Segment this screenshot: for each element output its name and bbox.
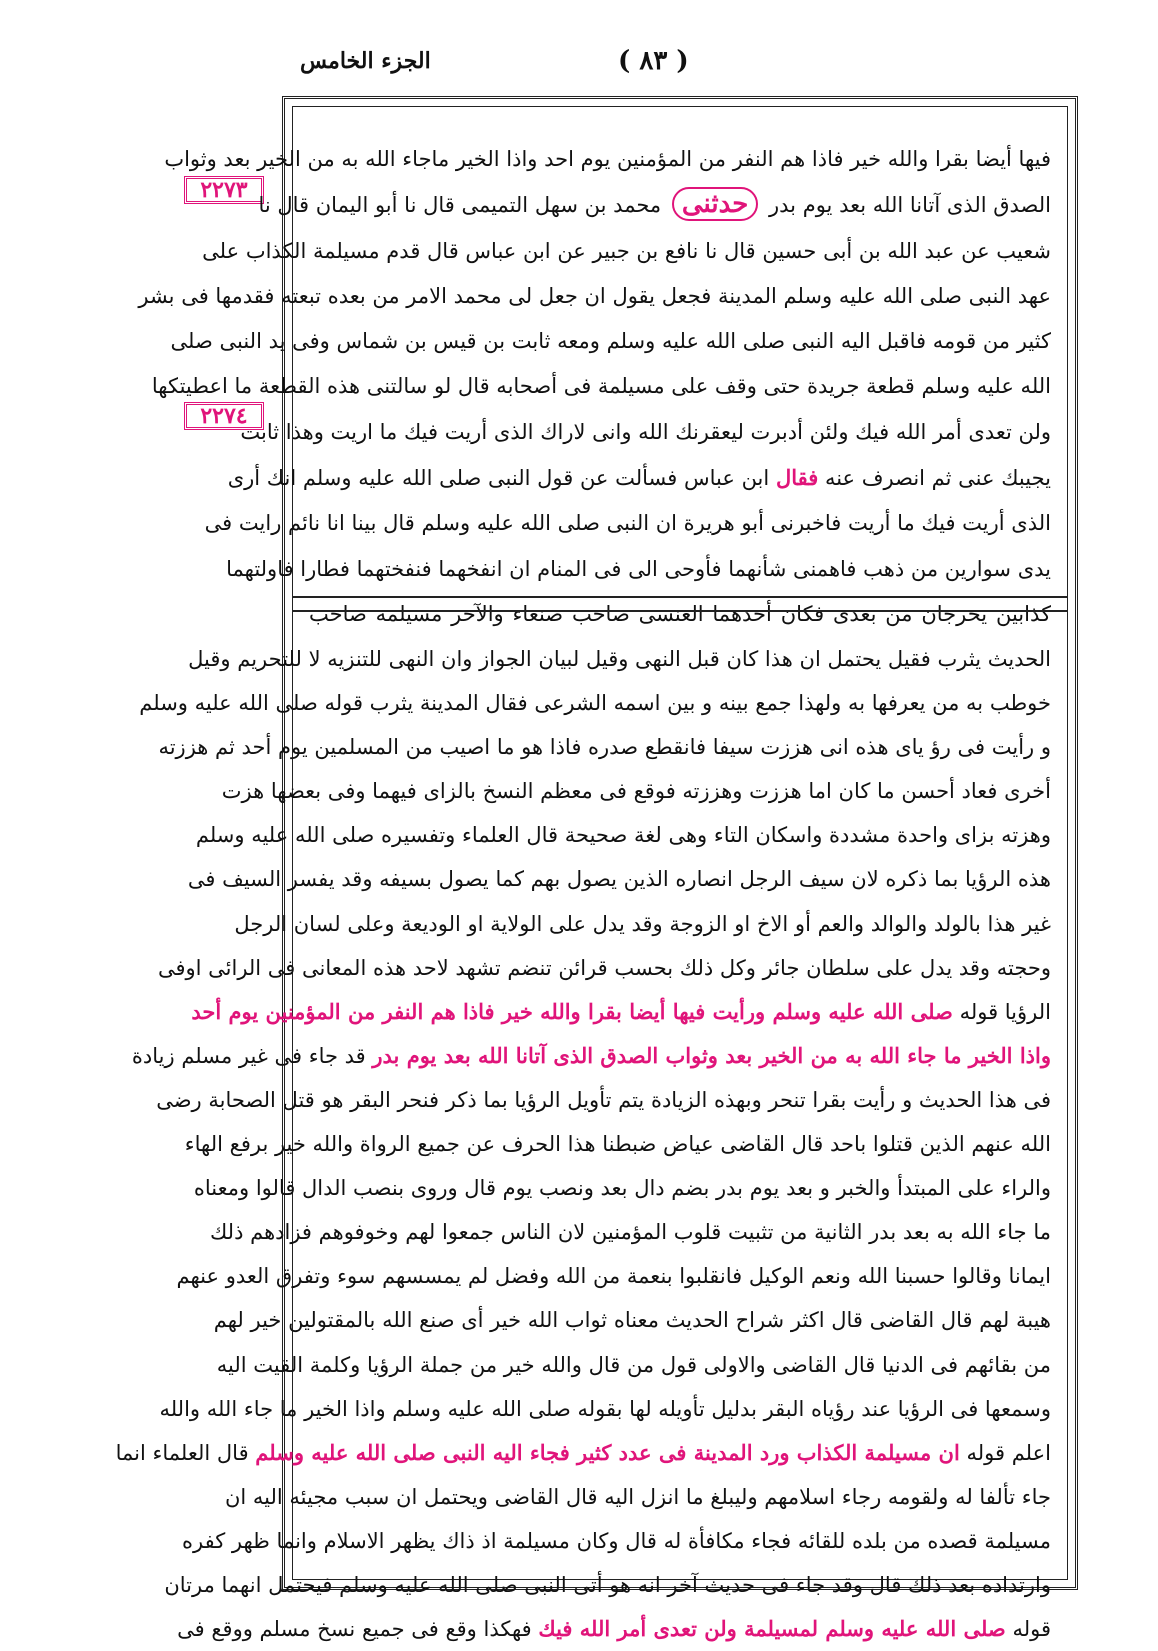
text-line: وارتداده بعد ذلك قال وقد جاء فى حديث آخر انه هو أتى النبى صلى الله عليه وسلم فيحتمل انهما مرتان — [164, 1572, 1051, 1597]
text-line: أخرى فعاد أحسن ما كان اما هززت وهززته فوقع فى معظم النسخ بالزاى فيهما وفى بعضها هزت — [221, 779, 1051, 804]
hadith-number-badge: ٢٢٧٣ — [184, 176, 264, 204]
text-line: ايمانا وقالوا حسبنا الله ونعم الوكيل فانقلبوا بنعمة من الله وفضل لم يمسسهم سوء وتفرق العدو عنهم — [176, 1264, 1051, 1289]
text-line: وحجته وقد يدل على سلطان جائر وكل ذلك بحسب قرائن تنضم تشهد لاحد هذه المعانى فى الرائى اوفى — [157, 955, 1051, 980]
text-line: وهزته بزاى واحدة مشددة واسكان التاء وهى لغة صحيحة قال العلماء وتفسيره صلى الله عليه وسلم — [195, 823, 1051, 848]
text-line: جاء تألفا له ولقومه رجاء اسلامهم وليبلغ ما انزل اليه قال القاضى ويحتمل ان سبب مجيئه اليه ان — [224, 1484, 1051, 1509]
text-line — [191, 990, 1051, 1034]
text-line — [227, 455, 1051, 501]
text-line — [258, 182, 1051, 228]
text-line: غير هذا بالولد والوالد والعم أو الاخ او الزوجة وقد يدل على الولاية او الوديعة وعلى لسان الرجل — [234, 911, 1051, 936]
haddathani-label: حدثنى — [672, 187, 758, 221]
text-line: الحديث يثرب فقيل يحتمل ان هذا كان قبل النهى وقيل لبيان الجواز وان النهى للتنزيه لا للتحريم وقيل — [188, 647, 1051, 671]
text-segment: محمد بن سهل التميمى قال نا أبو اليمان قال نا — [258, 193, 662, 218]
sharh-text-block — [115, 637, 1051, 1651]
text-line: يدى سوارين من ذهب فاهمنى شأنهما فأوحى الى فى المنام ان انفخهما فنفختهما فطارا فاولتهما — [226, 556, 1051, 581]
part-title: الجزء الخامس — [300, 48, 431, 74]
text-line: فيها أيضا بقرا والله خير فاذا هم النفر من المؤمنين يوم احد واذا الخير ماجاء الله به من الخير بعد وثواب — [164, 147, 1051, 171]
text-line: هيبة لهم قال القاضى قال اكثر شراح الحديث معناه ثواب الله خير أى صنع الله بالمقتولين خير لهم — [213, 1308, 1051, 1333]
text-line — [177, 1607, 1051, 1651]
text-segment: يجيبك عنى ثم انصرف عنه — [824, 466, 1051, 491]
quoted-matn: صلى الله عليه وسلم ورأيت فيها أيضا بقرا والله خير فاذا هم النفر من المؤمنين يوم أحد — [191, 998, 953, 1024]
text-segment: الرؤيا قوله — [959, 999, 1051, 1024]
text-line: فى هذا الحديث و رأيت بقرا تنحر وبهذه الزيادة يتم تأويل الرؤيا بما ذكر فنحر البقر هو قتل الصحابة رضى — [156, 1087, 1051, 1112]
highlighted-word: فقال — [775, 465, 819, 491]
text-line: الله عنهم الذين قتلوا باحد قال القاضى عياض ضبطنا هذا الحرف عن جميع الرواة والله خير برفع الهاء — [184, 1132, 1051, 1157]
section-divider — [293, 596, 1067, 612]
text-segment: الصدق الذى آتانا الله بعد يوم بدر — [769, 193, 1051, 218]
text-line: مسيلمة قصده من بلده للقائه فجاء مكافأة له قال وكان مسيلمة اذ ذاك يظهر الاسلام وانما ظهر كفره — [182, 1528, 1051, 1553]
text-line: والراء على المبتدأ والخبر و بعد يوم بدر بضم دال بعد ونصب يوم قال وروى بنصب الدال قالوا ومعناه — [193, 1176, 1051, 1201]
quoted-matn: واذا الخير ما جاء الله به من الخير بعد وثواب الصدق الذى آتانا الله بعد يوم بدر — [372, 1042, 1051, 1068]
text-line: خوطب به من يعرفها به ولهذا جمع بينه و بين اسمه الشرعى فقال المدينة يثرب قوله صلى الله عليه وسلم — [139, 691, 1051, 716]
text-line: هذه الرؤيا بما ذكره لان سيف الرجل انصاره الذين يصول بهم كما يصول بسيفه وقد يفسر السيف فى — [187, 867, 1051, 892]
text-line: ما جاء الله به بعد بدر الثانية من تثبيت قلوب المؤمنين لان الناس جمعوا لهم وخوفوهم فزادهم ذلك — [209, 1220, 1051, 1245]
text-line — [115, 1431, 1051, 1475]
quoted-matn: ان مسيلمة الكذاب ورد المدينة فى عدد كثير فجاء اليه النبى صلى الله عليه وسلم — [255, 1439, 960, 1465]
text-line: الذى أريت فيك ما أريت فاخبرنى أبو هريرة ان النبى صلى الله عليه وسلم قال بينا انا نائم رايت فى — [204, 511, 1051, 536]
text-segment: ابن عباس فسألت عن قول النبى صلى الله عليه وسلم انك أرى — [227, 466, 770, 491]
text-line: ولن تعدى أمر الله فيك ولئن أدبرت ليعقرنك الله وانى لاراك الذى أريت فيك ما اريت وهذا ثابت — [240, 419, 1051, 444]
text-segment: قد جاء فى غير مسلم زيادة — [131, 1043, 366, 1068]
text-line: عهد النبى صلى الله عليه وسلم المدينة فجعل يقول ان جعل لى محمد الامر من بعده تبعته فقدمها فى بشر — [138, 283, 1051, 308]
text-line: شعيب عن عبد الله بن أبى حسين قال نا نافع بن جبير عن ابن عباس قال قدم مسيلمة الكذاب على — [202, 238, 1051, 263]
quoted-matn: صلى الله عليه وسلم لمسيلمة ولن تعدى أمر الله فيك — [538, 1616, 1006, 1642]
text-segment: قوله — [1012, 1617, 1051, 1642]
page-number: ( ٨٣ ) — [618, 46, 689, 76]
text-line: من بقائهم فى الدنيا قال القاضى والاولى قول من قال والله خير من جملة الرؤيا وكلمة القيت اليه — [216, 1352, 1051, 1377]
text-line: كذابين يخرجان من بعدى فكان أحدهما العنسى صاحب صنعاء والآخر مسيلمة صاحب — [309, 601, 1051, 626]
text-line: كثير من قومه فاقبل اليه النبى صلى الله عليه وسلم ومعه ثابت بن قيس بن شماس وفى يد النبى صلى — [170, 329, 1051, 354]
text-line: الله عليه وسلم قطعة جريدة حتى وقف على مسيلمة فى أصحابه قال لو سالتنى هذه القطعة ما اعطيتكها — [151, 374, 1051, 399]
text-segment: قال العلماء انما — [115, 1440, 249, 1465]
text-line: وسمعها فى الرؤيا عند رؤياه البقر بدليل تأويله لها بقوله صلى الله عليه وسلم واذا الخير ما جاء الله والله — [159, 1396, 1051, 1421]
text-segment: اعلم قوله — [966, 1440, 1051, 1465]
text-segment: فهكذا وقع فى جميع نسخ مسلم ووقع فى — [177, 1617, 532, 1642]
hadith-number-badge: ٢٢٧٤ — [184, 402, 264, 430]
text-line — [131, 1034, 1051, 1078]
text-line: و رأيت فى رؤ ياى هذه انى هززت سيفا فانقطع صدره فاذا هو ما اصيب من المسلمين يوم أحد ثم هززته — [158, 735, 1051, 760]
